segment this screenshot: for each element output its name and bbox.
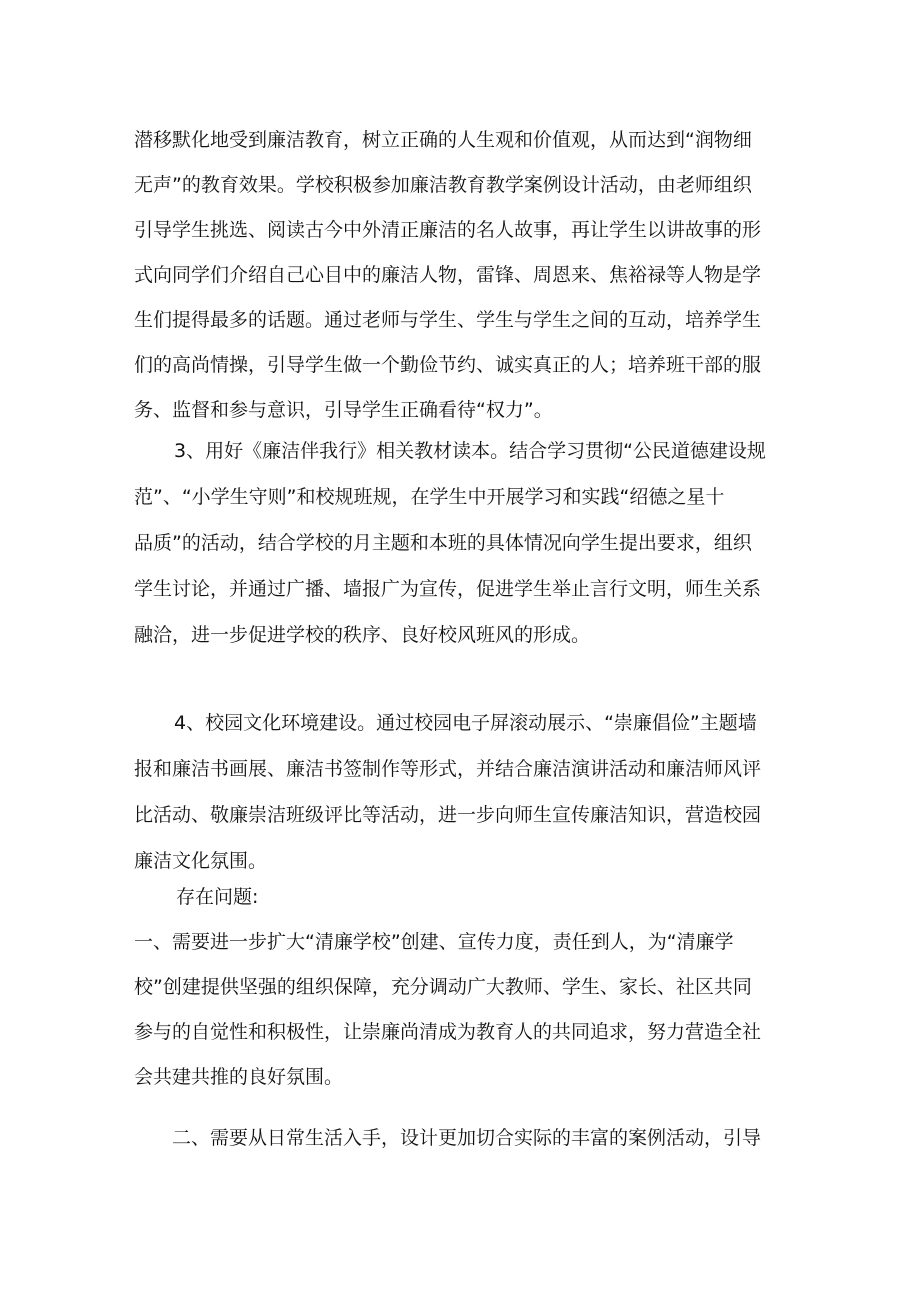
text-line: 式向同学们介绍自己心目中的廉洁人物，雷锋、周恩来、焦裕禄等人物是学 (134, 264, 762, 286)
text-line: 务、监督和参与意识，引导学生正确看待“权力”。 (134, 399, 553, 421)
section-heading: 存在问题: (176, 886, 259, 908)
text-line: 生们提得最多的话题。通过老师与学生、学生与学生之间的互动，培养学生 (134, 309, 762, 331)
text-line: 无声”的教育效果。学校积极参加廉洁教育教学案例设计活动，由老师组织 (134, 174, 752, 196)
text-line: 廉洁文化氛围。 (134, 850, 268, 872)
text-line: 二、需要从日常生活入手，设计更加切合实际的丰富的案例活动，引导 (172, 1127, 762, 1149)
text-line: 一、需要进一步扩大“清廉学校”创建、宣传力度，责任到人，为“清廉学 (134, 931, 734, 953)
text-line: 校”创建提供坚强的组织保障，充分调动广大教师、学生、家长、社区共同 (134, 976, 752, 998)
text-line: 学生讨论，并通过广播、墙报广为宣传，促进学生举止言行文明，师生关系 (134, 578, 762, 600)
text-line: 会共建共推的良好氛围。 (134, 1066, 344, 1088)
text-line: 参与的自觉性和积极性，让崇廉尚清成为教育人的共同追求，努力营造全社 (134, 1021, 762, 1043)
text-line: 范”、“小学生守则”和校规班规，在学生中开展学习和实践“绍德之星十 (134, 486, 725, 508)
text-line: 品质”的活动，结合学校的月主题和本班的具体情况向学生提出要求，组织 (134, 532, 752, 554)
text-line: 们的高尚情操，引导学生做一个勤俭节约、诚实真正的人；培养班干部的服 (134, 354, 762, 376)
text-line: 潜移默化地受到廉洁教育，树立正确的人生观和价值观，从而达到“润物细 (134, 129, 752, 151)
text-line: 4、校园文化环境建设。通过校园电子屏滚动展示、“崇廉倡俭”主题墙 (174, 712, 757, 734)
text-line: 报和廉洁书画展、廉洁书签制作等形式，并结合廉洁演讲活动和廉洁师风评 (134, 758, 762, 780)
text-line: 3、用好《廉洁伴我行》相关教材读本。结合学习贯彻“公民道德建设规 (174, 440, 766, 462)
text-line: 融洽，进一步促进学校的秩序、良好校风班风的形成。 (134, 624, 591, 646)
text-line: 引导学生挑选、阅读古今中外清正廉洁的名人故事，再让学生以讲故事的形 (134, 219, 762, 241)
text-line: 比活动、敬廉崇洁班级评比等活动，进一步向师生宣传廉洁知识，营造校园 (134, 804, 762, 826)
